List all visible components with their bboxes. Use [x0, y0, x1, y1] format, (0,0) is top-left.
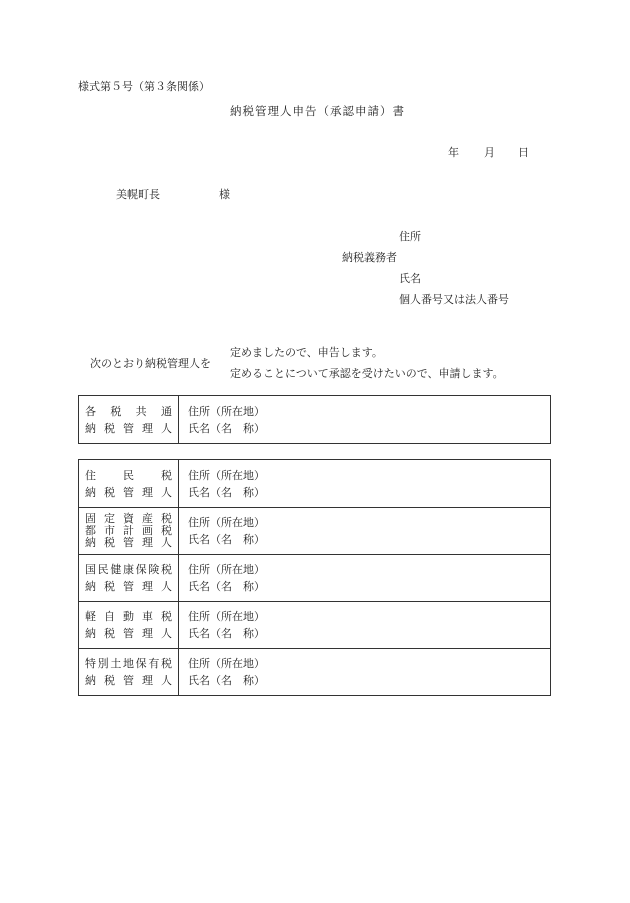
manager-name-label: 氏名（名 称） — [188, 421, 265, 435]
statement-option-declare: 定めましたので、申告します。 — [230, 346, 383, 359]
common-manager-label-line2: 納税管理人 — [85, 421, 172, 435]
tax-row-label-line: 住民税 — [85, 468, 172, 482]
manager-address-label: 住所（所在地） — [188, 468, 265, 482]
manager-name-label: 氏名（名 称） — [188, 674, 265, 687]
taxpayer-name-label: 氏名 — [399, 272, 421, 285]
tax-row-label-line: 納税管理人 — [85, 674, 172, 687]
taxpayer-address-label: 住所 — [399, 230, 421, 243]
manager-address-label: 住所（所在地） — [188, 657, 265, 670]
tax-row-label-line: 納税管理人 — [85, 580, 172, 593]
manager-address-label: 住所（所在地） — [188, 563, 265, 576]
common-manager-row — [79, 396, 550, 443]
date-month-label: 月 — [484, 146, 495, 159]
addressee-honorific: 様 — [219, 188, 230, 201]
common-manager-label-line1: 各税共通 — [85, 404, 172, 418]
tax-row-label-line: 国民健康保険税 — [85, 563, 172, 576]
statement-lead: 次のとおり納税管理人を — [90, 357, 211, 370]
tax-row-label-cell — [79, 649, 179, 695]
tax-row-label-line: 都市計画税 — [85, 524, 172, 537]
manager-address-label: 住所（所在地） — [188, 404, 265, 418]
taxpayer-number-label: 個人番号又は法人番号 — [399, 293, 509, 306]
tax-row-fields[interactable] — [179, 602, 550, 648]
common-manager-fields[interactable] — [179, 396, 550, 443]
table-row — [79, 460, 550, 507]
tax-row-fields[interactable] — [179, 555, 550, 601]
taxpayer-group-label: 納税義務者 — [342, 251, 397, 264]
tax-row-fields[interactable] — [179, 508, 550, 554]
manager-name-label: 氏名（名 称） — [188, 533, 265, 546]
tax-row-label-cell — [79, 460, 179, 507]
manager-name-label: 氏名（名 称） — [188, 485, 265, 499]
statement-option-approval: 定めることについて承認を受けたいので、申請します。 — [230, 367, 504, 380]
tax-row-label-line: 特別土地保有税 — [85, 657, 172, 670]
page-title: 納税管理人申告（承認申請）書 — [230, 104, 405, 118]
tax-row-label-line: 軽自動車税 — [85, 610, 172, 623]
common-manager-table — [78, 395, 551, 444]
table-row — [79, 648, 550, 695]
manager-address-label: 住所（所在地） — [188, 516, 265, 529]
tax-row-label-cell — [79, 555, 179, 601]
manager-name-label: 氏名（名 称） — [188, 580, 265, 593]
tax-row-fields[interactable] — [179, 460, 550, 507]
tax-row-label-line: 納税管理人 — [85, 536, 172, 549]
form-number: 様式第５号（第３条関係） — [78, 80, 210, 93]
tax-row-fields[interactable] — [179, 649, 550, 695]
manager-address-label: 住所（所在地） — [188, 610, 265, 623]
tax-row-label-cell — [79, 508, 179, 554]
date-day-label: 日 — [518, 146, 529, 159]
table-row — [79, 507, 550, 554]
tax-manager-table — [78, 459, 551, 696]
tax-row-label-line: 固定資産税 — [85, 512, 172, 525]
table-row — [79, 554, 550, 601]
tax-row-label-line: 納税管理人 — [85, 627, 172, 640]
common-manager-label-cell — [79, 396, 179, 443]
tax-row-label-line: 納税管理人 — [85, 485, 172, 499]
addressee-mayor: 美幌町長 — [116, 188, 160, 201]
tax-row-label-cell — [79, 602, 179, 648]
date-year-label: 年 — [448, 146, 459, 159]
table-row — [79, 601, 550, 648]
manager-name-label: 氏名（名 称） — [188, 627, 265, 640]
